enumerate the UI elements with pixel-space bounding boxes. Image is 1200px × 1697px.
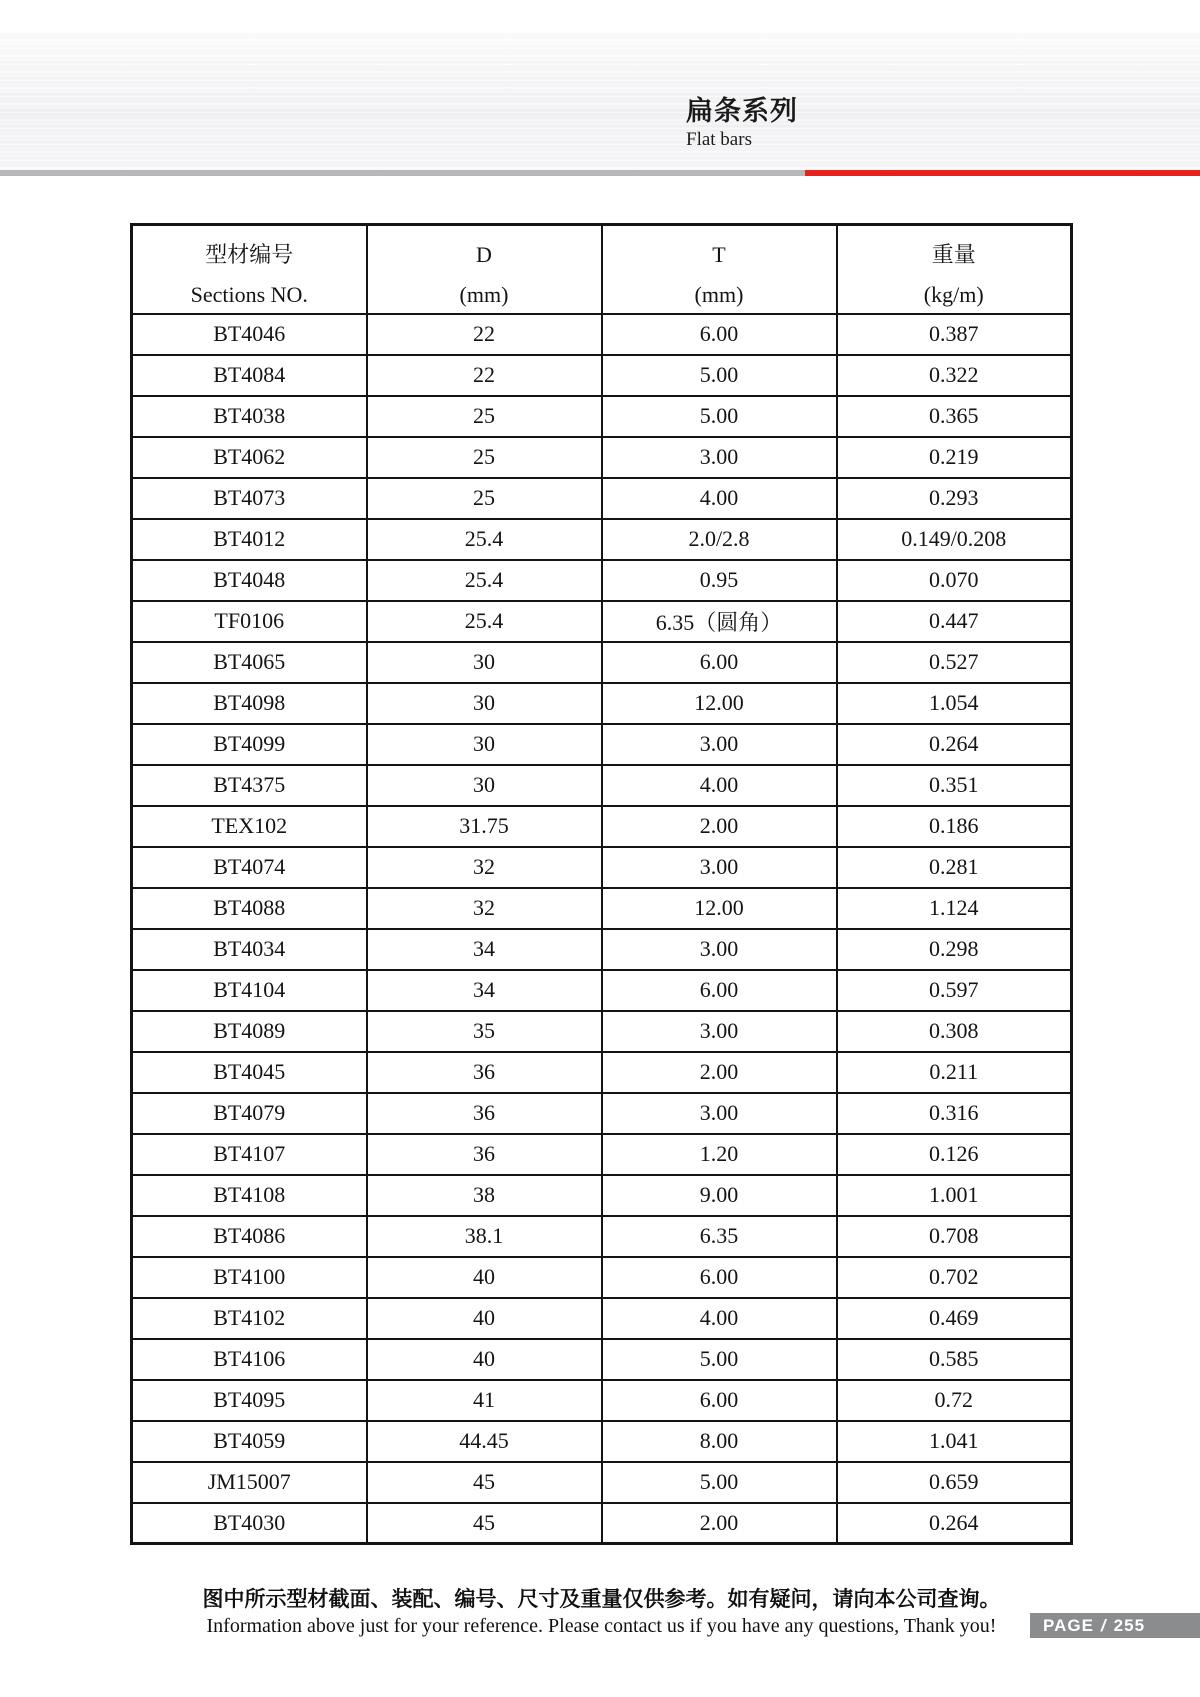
table-row (132, 1380, 1072, 1421)
table-cell: 40 (367, 1339, 602, 1380)
table-cell: 6.00 (602, 314, 837, 355)
table-row (132, 1216, 1072, 1257)
page-badge-separator: / (1100, 1616, 1107, 1635)
table-cell: 36 (367, 1134, 602, 1175)
table-cell: 0.585 (837, 1339, 1072, 1380)
table-row (132, 519, 1072, 560)
table-cell: 4.00 (602, 765, 837, 806)
table-cell: 25.4 (367, 601, 602, 642)
table-cell: 34 (367, 970, 602, 1011)
table-cell: 8.00 (602, 1421, 837, 1462)
table-cell: BT4038 (132, 396, 367, 437)
table-cell: 2.00 (602, 1052, 837, 1093)
table-row (132, 1134, 1072, 1175)
table-cell: 0.316 (837, 1093, 1072, 1134)
table-cell: BT4079 (132, 1093, 367, 1134)
table-row (132, 1257, 1072, 1298)
table-cell: BT4089 (132, 1011, 367, 1052)
table-cell: 3.00 (602, 724, 837, 765)
table-cell: BT4100 (132, 1257, 367, 1298)
page-subtitle: Flat bars (686, 129, 752, 150)
table-cell: BT4098 (132, 683, 367, 724)
table-cell: BT4034 (132, 929, 367, 970)
page-badge-label: PAGE (1043, 1616, 1094, 1635)
table-cell: 9.00 (602, 1175, 837, 1216)
table-cell: 0.351 (837, 765, 1072, 806)
table-cell: 4.00 (602, 1298, 837, 1339)
table-cell: 0.070 (837, 560, 1072, 601)
table-row (132, 601, 1072, 642)
table-cell: 0.219 (837, 437, 1072, 478)
table-cell: 38.1 (367, 1216, 602, 1257)
table-cell: 6.35（圆角） (602, 601, 837, 642)
footer-note (130, 1586, 1073, 1639)
table-cell: 0.149/0.208 (837, 519, 1072, 560)
table-row (132, 1093, 1072, 1134)
table-cell: 12.00 (602, 888, 837, 929)
table-cell: 4.00 (602, 478, 837, 519)
table-cell: BT4065 (132, 642, 367, 683)
divider-gray-segment (0, 170, 805, 176)
col-header-weight-unit: (kg/m) (923, 282, 984, 308)
table-cell: 41 (367, 1380, 602, 1421)
col-header-d (367, 225, 602, 314)
sections-spec-table (130, 223, 1073, 1545)
table-row (132, 1421, 1072, 1462)
table-cell: BT4059 (132, 1421, 367, 1462)
table-cell: 1.20 (602, 1134, 837, 1175)
footer-note-zh: 图中所示型材截面、装配、编号、尺寸及重量仅供参考。如有疑问，请向本公司查询。 (202, 1588, 1001, 1611)
col-header-sections-no-zh: 型材编号 (205, 242, 294, 268)
table-cell: BT4074 (132, 847, 367, 888)
table-cell: 6.00 (602, 642, 837, 683)
table-row (132, 560, 1072, 601)
table-cell: 3.00 (602, 929, 837, 970)
table-cell: 30 (367, 683, 602, 724)
table-row (132, 724, 1072, 765)
col-header-t-unit: (mm) (694, 282, 744, 308)
table-cell: 6.35 (602, 1216, 837, 1257)
page-badge-number: 255 (1113, 1616, 1146, 1635)
title-block (686, 95, 798, 151)
table-cell: 12.00 (602, 683, 837, 724)
col-header-t (602, 225, 837, 314)
table-cell: 35 (367, 1011, 602, 1052)
table-cell: 0.95 (602, 560, 837, 601)
table-header-row (132, 225, 1072, 314)
table-cell: 1.124 (837, 888, 1072, 929)
table-row (132, 1175, 1072, 1216)
table-cell: 6.00 (602, 970, 837, 1011)
divider-red-segment (805, 170, 1200, 176)
table-cell: 25 (367, 437, 602, 478)
page-title: 扁条系列 (686, 96, 798, 126)
table-cell: BT4095 (132, 1380, 367, 1421)
table-cell: BT4046 (132, 314, 367, 355)
table-body (132, 314, 1072, 1544)
table-cell: 30 (367, 765, 602, 806)
table-cell: 40 (367, 1298, 602, 1339)
table-cell: BT4086 (132, 1216, 367, 1257)
table-cell: 45 (367, 1462, 602, 1503)
page-number-badge (1030, 1613, 1200, 1638)
table-cell: BT4375 (132, 765, 367, 806)
table-row (132, 355, 1072, 396)
table-cell: BT4107 (132, 1134, 367, 1175)
table-row (132, 1462, 1072, 1503)
table-cell: BT4048 (132, 560, 367, 601)
header-divider (0, 170, 1200, 176)
table-row (132, 1503, 1072, 1544)
col-header-t-label: T (712, 242, 726, 268)
table-cell: 0.527 (837, 642, 1072, 683)
table-cell: 32 (367, 888, 602, 929)
table-row (132, 1339, 1072, 1380)
table-row (132, 929, 1072, 970)
table-cell: BT4084 (132, 355, 367, 396)
table-cell: BT4062 (132, 437, 367, 478)
header-stripe-band (0, 33, 1200, 170)
table-cell: 22 (367, 314, 602, 355)
col-header-weight (837, 225, 1072, 314)
table-header (132, 225, 1072, 314)
table-cell: 25.4 (367, 560, 602, 601)
col-header-sections-no (132, 225, 367, 314)
table-cell: 0.447 (837, 601, 1072, 642)
table-cell: 0.659 (837, 1462, 1072, 1503)
table-cell: 36 (367, 1052, 602, 1093)
table-cell: 34 (367, 929, 602, 970)
table-cell: TEX102 (132, 806, 367, 847)
table-cell: JM15007 (132, 1462, 367, 1503)
col-header-weight-label: 重量 (931, 242, 976, 268)
table-cell: 1.041 (837, 1421, 1072, 1462)
col-header-sections-no-en: Sections NO. (190, 282, 308, 308)
table-cell: 3.00 (602, 1093, 837, 1134)
table-cell: 0.708 (837, 1216, 1072, 1257)
table-cell: 3.00 (602, 847, 837, 888)
table-row (132, 1298, 1072, 1339)
table-cell: 0.186 (837, 806, 1072, 847)
table-cell: 0.469 (837, 1298, 1072, 1339)
table-cell: BT4088 (132, 888, 367, 929)
table-cell: BT4102 (132, 1298, 367, 1339)
table-cell: BT4104 (132, 970, 367, 1011)
table-cell: 22 (367, 355, 602, 396)
table-row (132, 642, 1072, 683)
table-cell: 2.00 (602, 1503, 837, 1544)
table-cell: 44.45 (367, 1421, 602, 1462)
table-cell: 40 (367, 1257, 602, 1298)
table-cell: 0.298 (837, 929, 1072, 970)
table-cell: 5.00 (602, 1339, 837, 1380)
col-header-d-label: D (476, 242, 492, 268)
table-cell: BT4106 (132, 1339, 367, 1380)
table-cell: 5.00 (602, 396, 837, 437)
table-cell: BT4045 (132, 1052, 367, 1093)
table-row (132, 314, 1072, 355)
table-cell: 0.281 (837, 847, 1072, 888)
table-cell: 3.00 (602, 1011, 837, 1052)
table-cell: BT4099 (132, 724, 367, 765)
col-header-d-unit: (mm) (459, 282, 509, 308)
table-cell: 0.387 (837, 314, 1072, 355)
table-cell: 30 (367, 642, 602, 683)
table-row (132, 847, 1072, 888)
table-cell: 45 (367, 1503, 602, 1544)
table-cell: 38 (367, 1175, 602, 1216)
footer-note-en: Information above just for your reference. Please contact us if you have any questions, Thank you! (206, 1615, 997, 1637)
table-row (132, 970, 1072, 1011)
table-cell: 2.00 (602, 806, 837, 847)
table-cell: 6.00 (602, 1380, 837, 1421)
table-row (132, 765, 1072, 806)
table-cell: 0.365 (837, 396, 1072, 437)
table-cell: BT4108 (132, 1175, 367, 1216)
table-cell: BT4012 (132, 519, 367, 560)
table-cell: 0.597 (837, 970, 1072, 1011)
table-cell: 32 (367, 847, 602, 888)
table-row (132, 396, 1072, 437)
table-cell: TF0106 (132, 601, 367, 642)
table-cell: 2.0/2.8 (602, 519, 837, 560)
table-cell: BT4073 (132, 478, 367, 519)
table-cell: 6.00 (602, 1257, 837, 1298)
table-cell: 0.308 (837, 1011, 1072, 1052)
table-cell: 30 (367, 724, 602, 765)
table-row (132, 478, 1072, 519)
table-cell: 0.126 (837, 1134, 1072, 1175)
table-cell: 31.75 (367, 806, 602, 847)
table-row (132, 1052, 1072, 1093)
table-cell: 25 (367, 396, 602, 437)
table-cell: 1.054 (837, 683, 1072, 724)
table-cell: 3.00 (602, 437, 837, 478)
table-cell: 0.702 (837, 1257, 1072, 1298)
table-cell: 0.293 (837, 478, 1072, 519)
table-row (132, 1011, 1072, 1052)
table-row (132, 806, 1072, 847)
table-row (132, 683, 1072, 724)
table-cell: 0.72 (837, 1380, 1072, 1421)
table-cell: 5.00 (602, 1462, 837, 1503)
table-cell: 36 (367, 1093, 602, 1134)
table-cell: BT4030 (132, 1503, 367, 1544)
table-row (132, 888, 1072, 929)
table-cell: 25.4 (367, 519, 602, 560)
table-row (132, 437, 1072, 478)
table-cell: 0.264 (837, 724, 1072, 765)
table-cell: 5.00 (602, 355, 837, 396)
table-cell: 1.001 (837, 1175, 1072, 1216)
table-cell: 0.264 (837, 1503, 1072, 1544)
table-cell: 25 (367, 478, 602, 519)
table-cell: 0.322 (837, 355, 1072, 396)
table-cell: 0.211 (837, 1052, 1072, 1093)
